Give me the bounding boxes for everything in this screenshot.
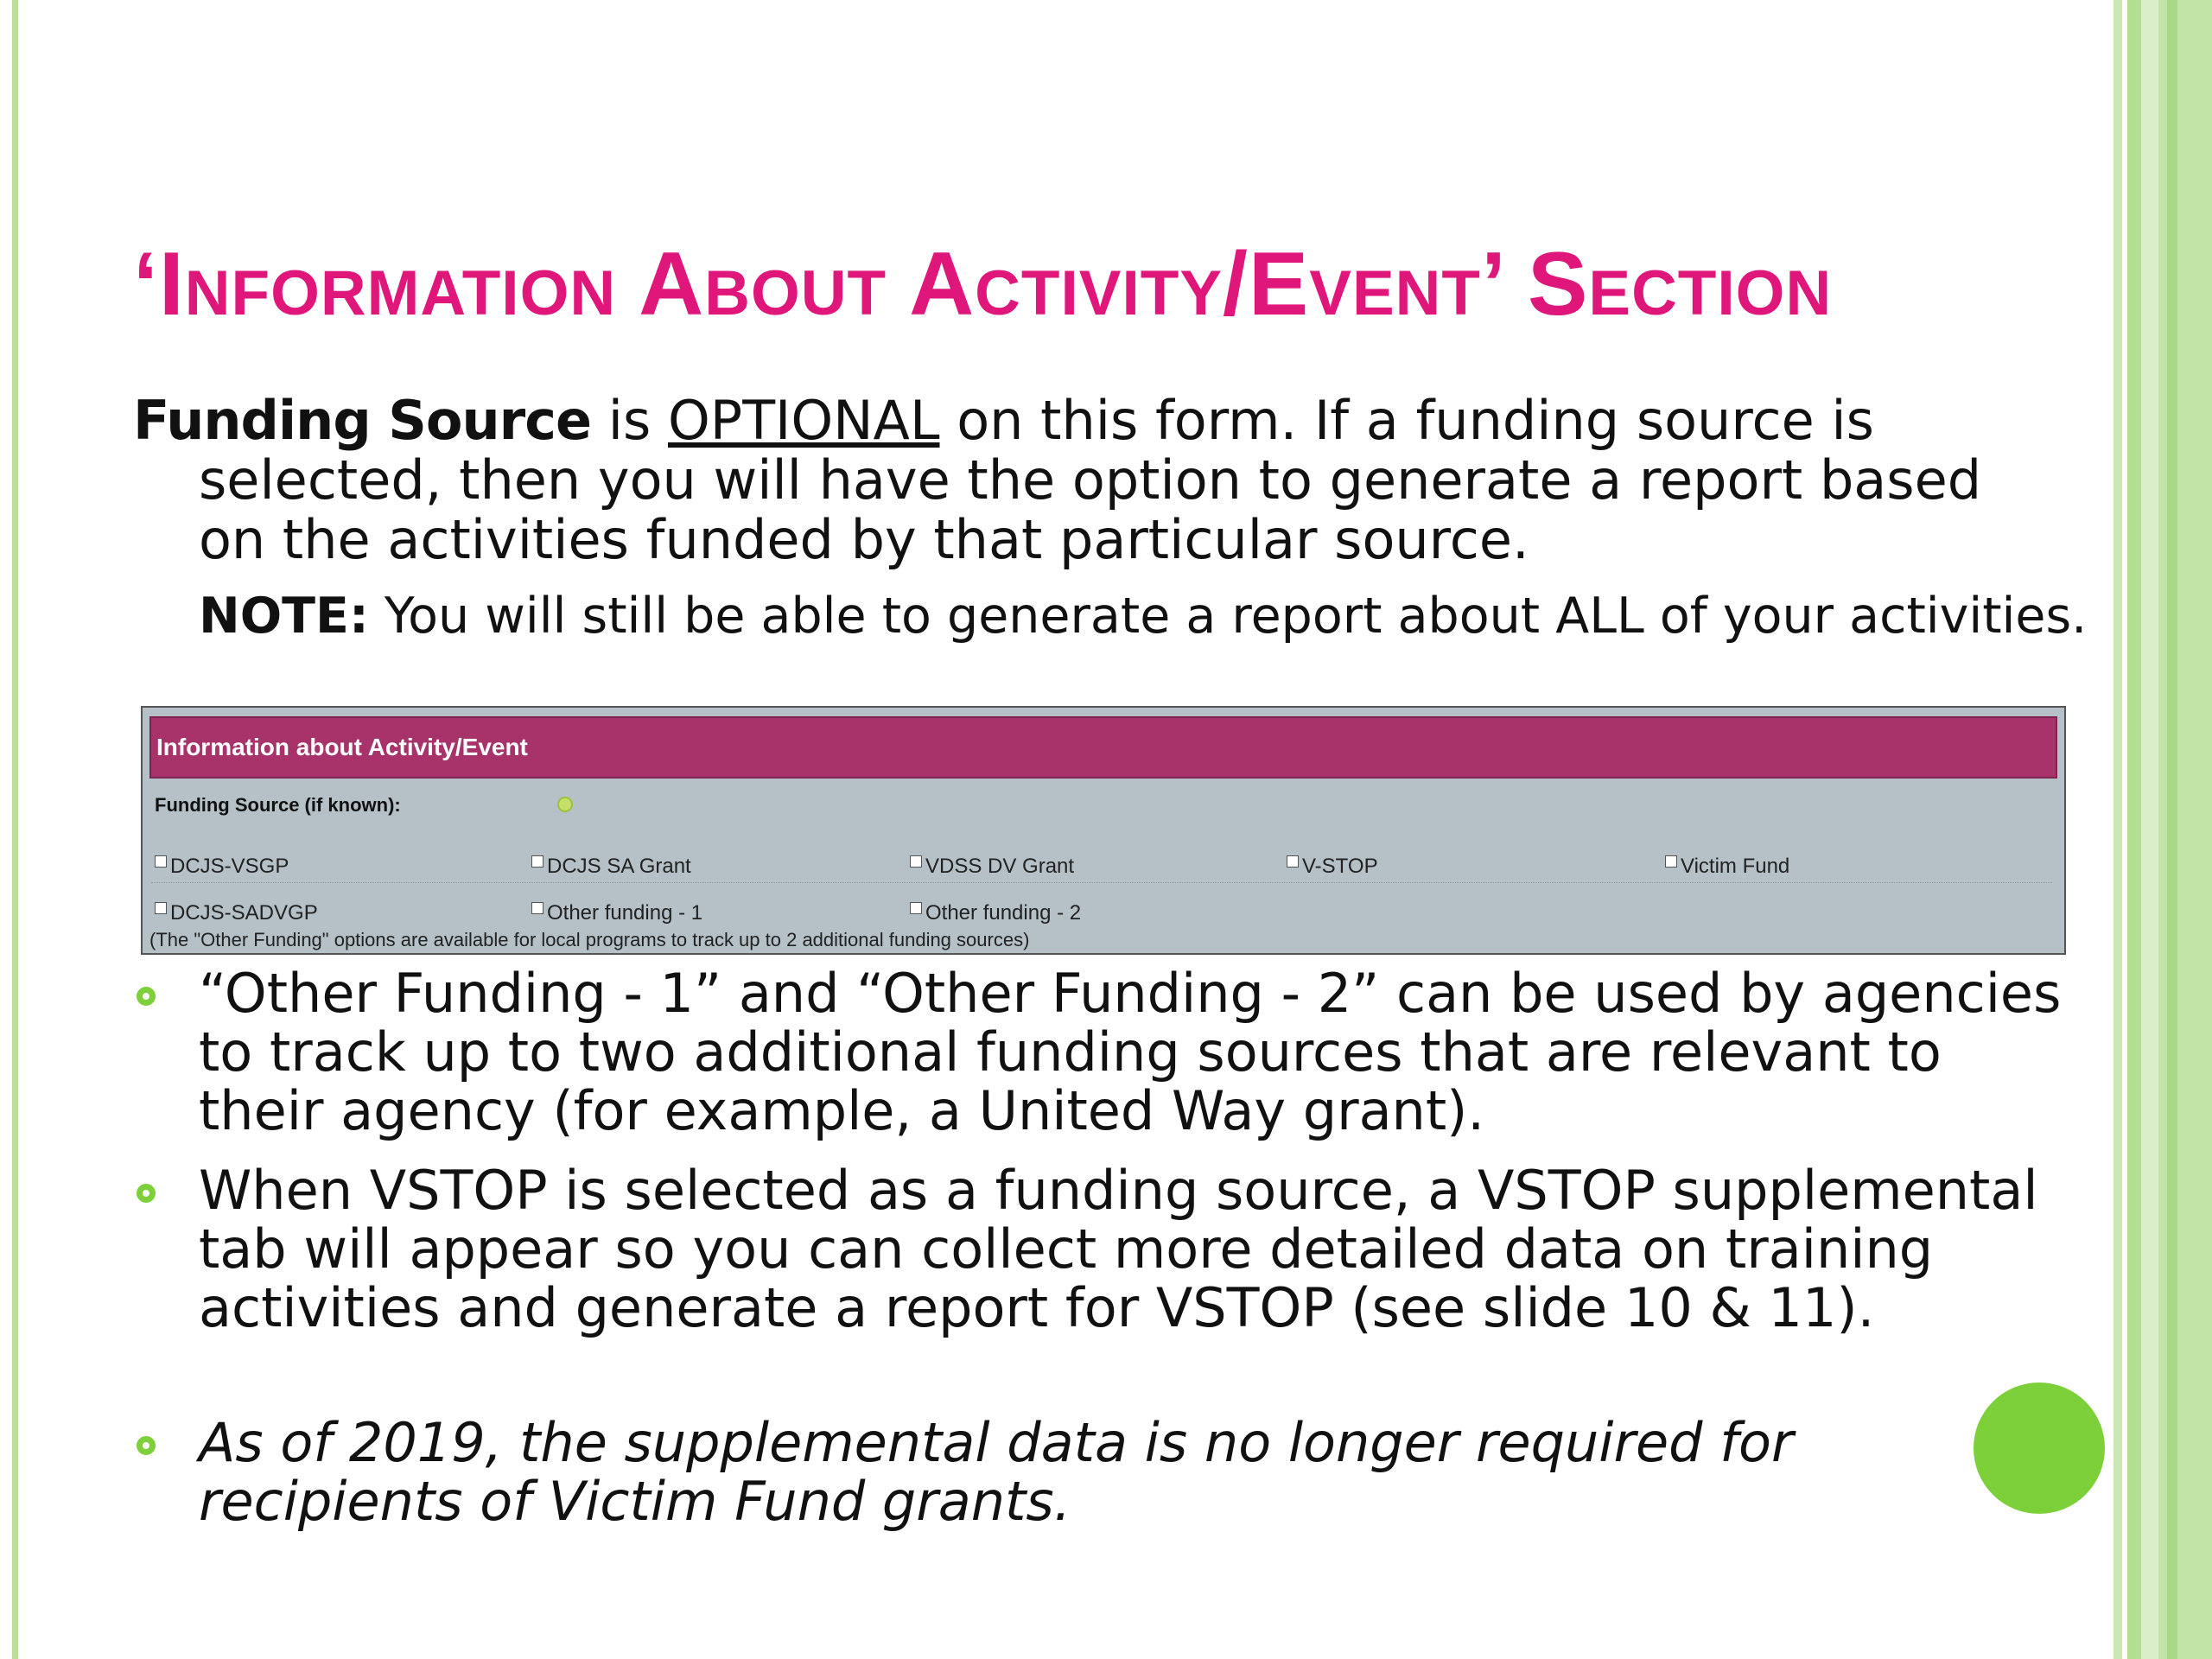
form-screenshot	[141, 706, 2066, 955]
checkbox[interactable]	[910, 855, 922, 868]
row-divider	[151, 882, 2052, 883]
form-section-header: Information about Activity/Event	[149, 716, 2057, 779]
bullet-item	[133, 964, 2065, 1141]
funding-option[interactable]	[531, 901, 702, 925]
funding-option-label: DCJS SA Grant	[547, 855, 691, 878]
bullet-text: As of 2019, the supplemental data is no longer required for recipients of Victim Fund grants.	[199, 1411, 1794, 1533]
funding-option[interactable]	[910, 855, 1074, 879]
bullet-item	[133, 1411, 2065, 1533]
bullet-ring-icon	[137, 1184, 156, 1203]
intro-text-1: is	[591, 389, 668, 452]
funding-option[interactable]	[531, 855, 691, 879]
funding-option-label: Other funding - 2	[925, 901, 1082, 925]
checkbox[interactable]	[1665, 855, 1677, 868]
intro-paragraph	[133, 391, 2056, 569]
funding-option-label: Other funding - 1	[547, 901, 703, 925]
help-icon[interactable]	[557, 797, 573, 812]
right-border-band	[2127, 0, 2141, 1659]
note-label: NOTE:	[199, 588, 369, 645]
intro-term: Funding Source	[133, 389, 592, 452]
intro-emphasis: OPTIONAL	[668, 389, 940, 452]
funding-option[interactable]	[910, 901, 1081, 925]
checkbox[interactable]	[1287, 855, 1299, 868]
bullet-ring-icon	[137, 1436, 156, 1455]
bullet-text: When VSTOP is selected as a funding source, a VSTOP supplemental tab will appear so you can collect more detailed data on training activities and generate a report for VSTOP (see slide 10 & 11).	[199, 1159, 2038, 1339]
funding-option[interactable]	[155, 855, 289, 879]
decorative-circle	[1974, 1382, 2105, 1514]
funding-option[interactable]	[155, 901, 318, 925]
funding-option-label: VDSS DV Grant	[925, 855, 1075, 878]
checkbox[interactable]	[531, 855, 543, 868]
slide-title: ‘Information About Activity/Event’ Section	[133, 234, 1833, 334]
funding-option-label: DCJS-SADVGP	[170, 901, 318, 925]
checkbox[interactable]	[155, 855, 167, 868]
checkbox[interactable]	[531, 902, 543, 914]
right-border-band	[2167, 0, 2177, 1659]
funding-option[interactable]	[1665, 855, 1789, 879]
left-border-rule	[12, 0, 18, 1659]
right-border-band	[2141, 0, 2158, 1659]
funding-option-label: V-STOP	[1302, 855, 1378, 878]
note-text: You will still be able to generate a report about ALL of your activities.	[368, 588, 2088, 645]
bullet-item	[133, 1161, 2065, 1338]
funding-option-label: Victim Fund	[1681, 855, 1790, 878]
funding-option-label: DCJS-VSGP	[170, 855, 289, 878]
funding-source-label: Funding Source (if known):	[155, 794, 401, 816]
form-footnote: (The "Other Funding" options are available for local programs to track up to 2 additional funding sources)	[149, 929, 1030, 950]
bullet-ring-icon	[137, 987, 156, 1006]
checkbox[interactable]	[910, 902, 922, 914]
checkbox[interactable]	[155, 902, 167, 914]
bullet-text: “Other Funding - 1” and “Other Funding - 2” can be used by agencies to track up to two additional funding sources that are relevant to their agency (for example, a United Way grant).	[199, 962, 2062, 1142]
intro-text-2: on this form. If a funding source is selected, then you will have the option to generate a report based on the activities funded by that particular source.	[199, 389, 1982, 571]
note-paragraph	[199, 589, 2134, 643]
right-border-band	[2113, 0, 2122, 1659]
funding-option[interactable]	[1287, 855, 1378, 879]
